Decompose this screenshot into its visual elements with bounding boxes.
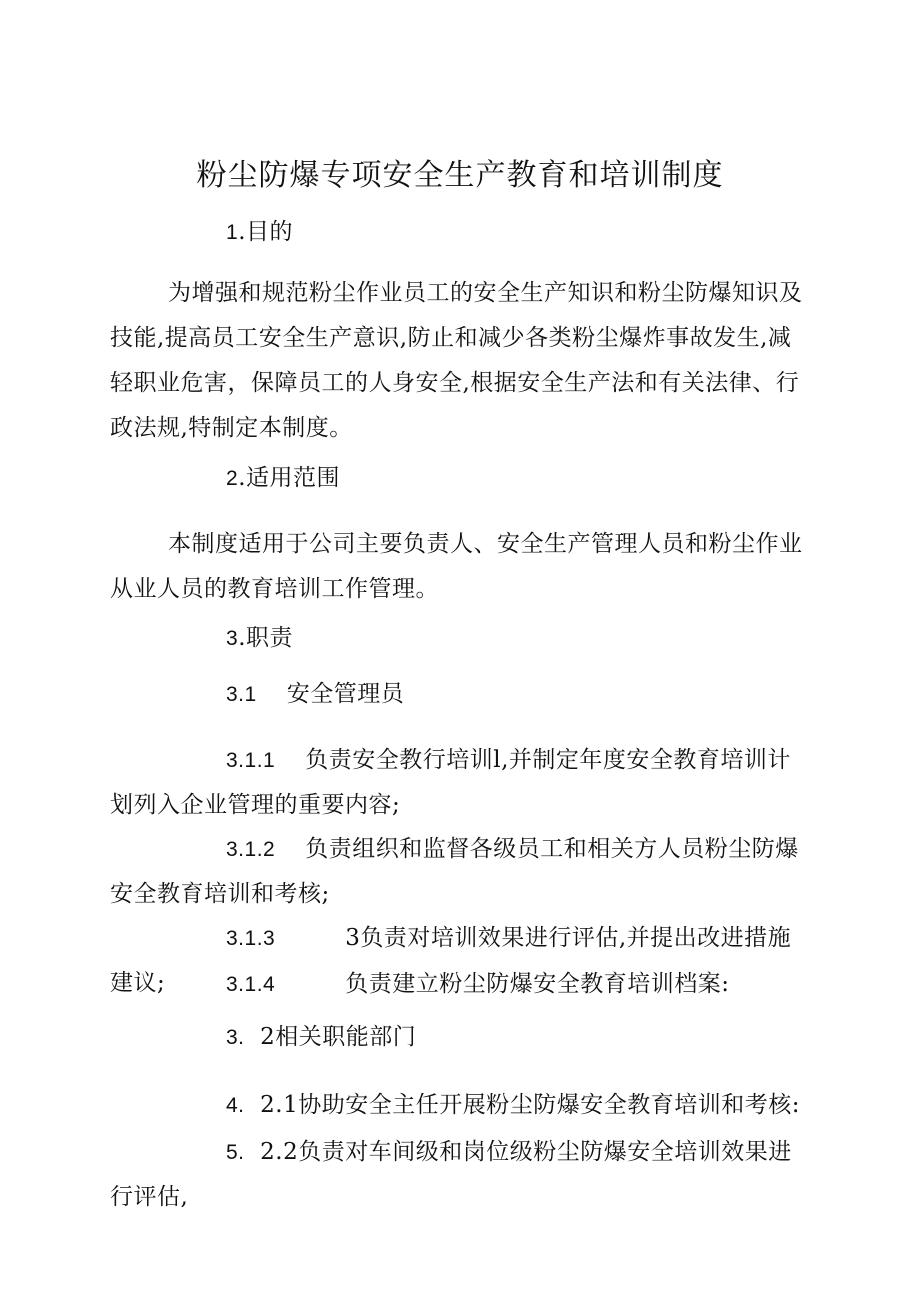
section-3-heading bbox=[110, 616, 810, 661]
section-number: 3. bbox=[226, 1026, 245, 1049]
section-text: 2.2负责对车间级和岗位级粉尘防爆安全培训效果进行评估, bbox=[110, 1139, 792, 1210]
section-2-heading bbox=[110, 456, 810, 501]
section-number: 3.1.1 bbox=[226, 749, 276, 772]
section-number: 3.1.2 bbox=[226, 838, 276, 861]
section-number: 3 bbox=[226, 627, 239, 650]
section-3-1-4 bbox=[110, 962, 810, 1007]
section-text: 2相关职能部门 bbox=[260, 1024, 417, 1050]
section-label: 安全管理员 bbox=[286, 681, 405, 707]
section-number: 3.1.3 bbox=[226, 927, 276, 950]
section-number: 3.1 bbox=[226, 683, 257, 706]
section-3-2-heading bbox=[110, 1015, 810, 1060]
section-label: .适用范围 bbox=[238, 465, 340, 491]
section-number: 3.1.4 bbox=[226, 973, 276, 996]
section-4 bbox=[110, 1083, 810, 1128]
section-number: 1 bbox=[226, 221, 239, 244]
section-label: .目的 bbox=[238, 219, 293, 245]
section-number: 5. bbox=[226, 1141, 245, 1164]
section-label: .职责 bbox=[238, 625, 293, 651]
paragraph-purpose: 为增强和规范粉尘作业员工的安全生产知识和粉尘防爆知识及技能,提高员工安全生产意识,防止和减少各类粉尘爆炸事故发生,减轻职业危害，保障员工的人身安全,根据安全生产法和有关法律、行政法规,特制定本制度。 bbox=[110, 280, 803, 441]
section-text: 3负责对培训效果进行评估,并提出改进措施建议; bbox=[110, 925, 792, 996]
section-number: 2 bbox=[226, 467, 239, 490]
paragraph-scope: 本制度适用于公司主要负责人、安全生产管理人员和粉尘作业从业人员的教育培训工作管理。 bbox=[110, 531, 803, 602]
section-text: 负责建立粉尘防爆安全教育培训档案: bbox=[345, 971, 730, 997]
section-3-1-heading bbox=[110, 672, 810, 717]
section-text: 负责组织和监督各级员工和相关方人员粉尘防爆安全教育培训和考核; bbox=[110, 836, 799, 907]
document-title: 粉尘防爆专项安全生产教育和培训制度 bbox=[196, 158, 724, 193]
section-number: 4. bbox=[226, 1094, 245, 1117]
section-3-1-1 bbox=[110, 738, 810, 828]
section-5 bbox=[110, 1130, 810, 1220]
section-3-1-2 bbox=[110, 827, 810, 917]
section-text: 负责安全教行培训l,并制定年度安全教育培训计划列入企业管理的重要内容; bbox=[110, 747, 791, 818]
section-1-heading bbox=[110, 210, 810, 255]
section-text: 2.1协助安全主任开展粉尘防爆安全教育培训和考核: bbox=[260, 1092, 800, 1118]
